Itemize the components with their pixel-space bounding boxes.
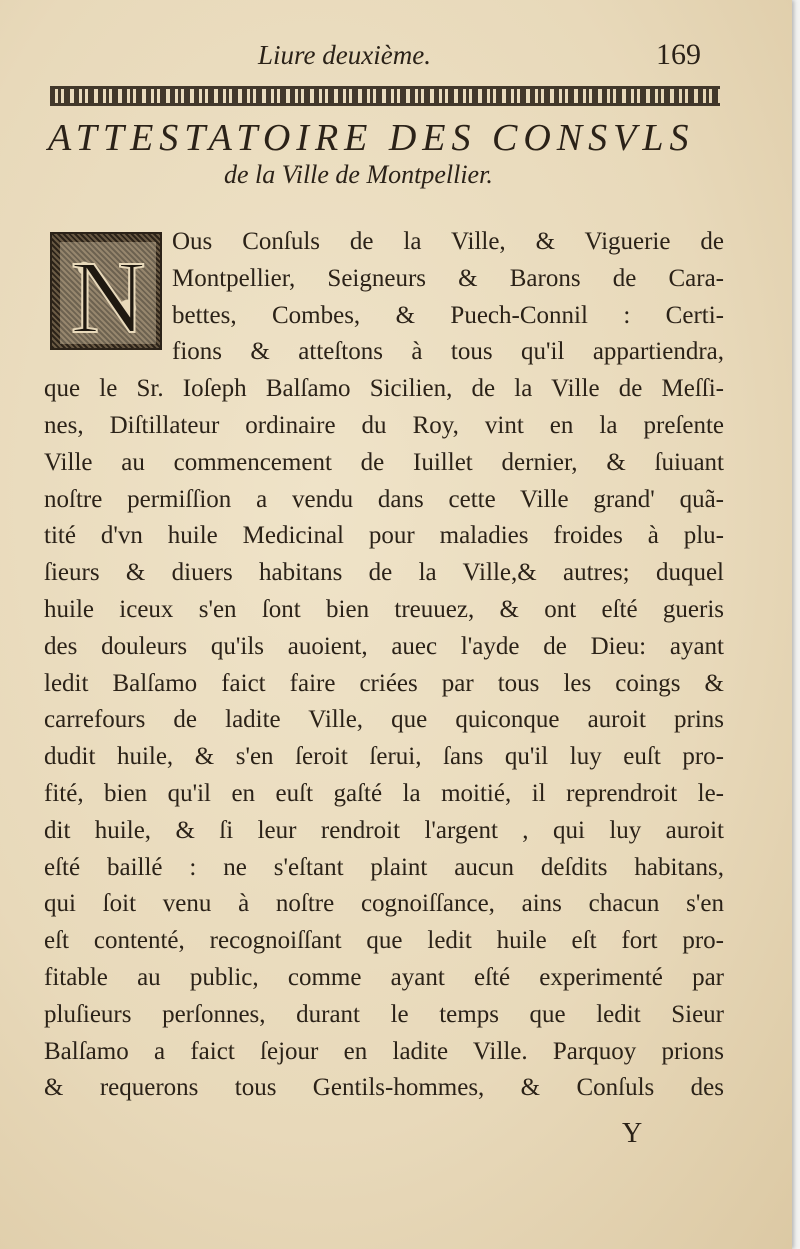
text-line: qui ſoit venu à noſtre cognoiſſance, ains chacun s'en [44, 890, 724, 918]
text-line: eſt contenté, recognoiſſant que ledit huile eſt fort pro- [44, 927, 724, 955]
drop-cap-letter: N [70, 240, 146, 352]
text-line: que le Sr. Ioſeph Balſamo Sicilien, de la Ville de Meſſi- [44, 375, 724, 403]
text-line: huile iceux s'en ſont bien treuuez, & ont eſté gueris [44, 595, 724, 623]
body-text [44, 224, 724, 1107]
decorative-border-ornament [50, 86, 720, 106]
signature-mark: Y [622, 1118, 643, 1149]
running-head: Liure deuxième. [258, 40, 431, 70]
text-line: Balſamo a faict ſejour en ladite Ville. Parquoy prions [44, 1037, 724, 1065]
chapter-subtitle: de la Ville de Montpellier. [224, 160, 493, 189]
text-line: Ous Conſuls de la Ville, & Viguerie de [172, 228, 724, 255]
text-line: fitable au public, comme ayant eſté experimenté par [44, 963, 724, 991]
text-line: & requerons tous Gentils-hommes, & Conſuls des [44, 1074, 724, 1102]
text-line: fions & atteſtons à tous qu'il appartiendra, [172, 338, 724, 366]
page-number: 169 [656, 38, 701, 71]
text-line: Ville au commencement de Iuillet dernier, & ſuiuant [44, 448, 724, 476]
chapter-title: ATTESTATOIRE DES CONSVLS [48, 117, 695, 159]
text-line: ledit Balſamo faict faire criées par tous les coings & [44, 669, 724, 697]
text-line: fité, bien qu'il en euſt gaſté la moitié, il reprendroit le- [44, 779, 724, 807]
text-line: nes, Diſtillateur ordinaire du Roy, vint en la preſente [44, 411, 724, 439]
text-line: tité d'vn huile Medicinal pour maladies froides à plu- [44, 522, 724, 550]
text-line: bettes, Combes, & Puech-Connil : Certi- [172, 301, 724, 329]
text-line: eſté baillé : ne s'eſtant plaint aucun deſdits habitans, [44, 853, 724, 881]
text-line: noſtre permiſſion a vendu dans cette Ville grand' quã- [44, 485, 724, 513]
text-line: Montpellier, Seigneurs & Barons de Cara- [172, 264, 724, 292]
text-line: des douleurs qu'ils auoient, auec l'ayde de Dieu: ayant [44, 632, 724, 660]
text-line: dudit huile, & s'en ſeroit ſerui, ſans qu'il luy euſt pro- [44, 743, 724, 771]
text-line: carrefours de ladite Ville, que quiconque auroit prins [44, 706, 724, 734]
text-line: ſieurs & diuers habitans de la Ville,& autres; duquel [44, 559, 724, 587]
text-line: pluſieurs perſonnes, durant le temps que ledit Sieur [44, 1000, 724, 1028]
text-line: dit huile, & ſi leur rendroit l'argent , qui luy auroit [44, 816, 724, 844]
